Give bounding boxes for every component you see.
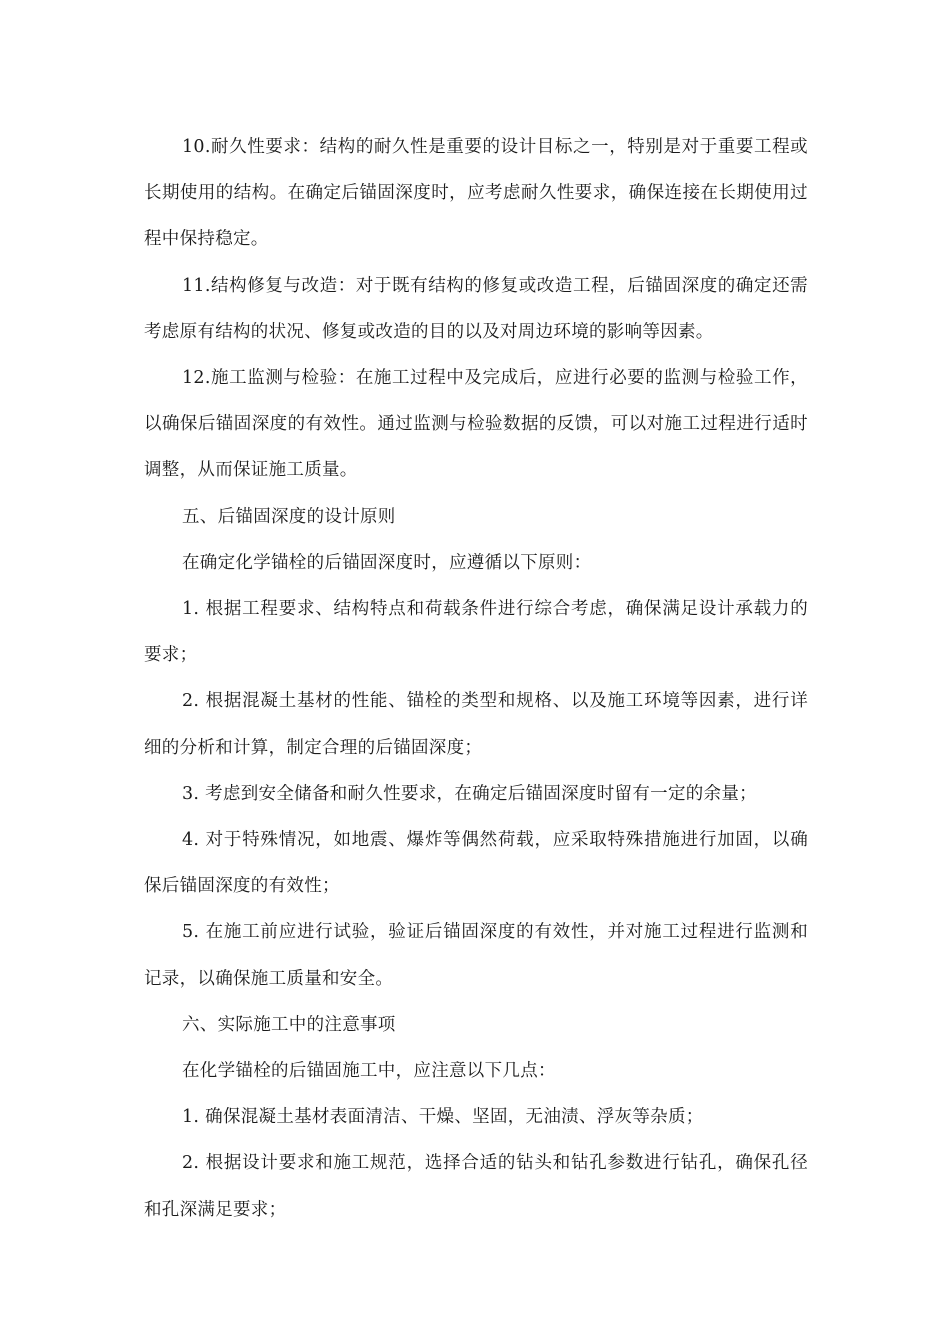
paragraph-repair-renovation: 11.结构修复与改造：对于既有结构的修复或改造工程，后锚固深度的确定还需考虑原有结构的状况、修复或改造的目的以及对周边环境的影响等因素。	[144, 275, 808, 342]
paragraph-monitoring-inspection: 12.施工监测与检验：在施工过程中及完成后，应进行必要的监测与检验工作，以确保后锚固深度的有效性。通过监测与检验数据的反馈，可以对施工过程进行适时调整，从而保证施工质量。	[144, 368, 808, 481]
list-item-principle-3: 3. 考虑到安全储备和耐久性要求，在确定后锚固深度时留有一定的余量；	[182, 783, 757, 804]
paragraph-principles-intro: 在确定化学锚栓的后锚固深度时，应遵循以下原则：	[182, 552, 592, 573]
paragraph-durability: 10.耐久性要求：结构的耐久性是重要的设计目标之一，特别是对于重要工程或长期使用的结构。在确定后锚固深度时，应考虑耐久性要求，确保连接在长期使用过程中保持稳定。	[144, 137, 808, 250]
list-item-principle-5: 5. 在施工前应进行试验，验证后锚固深度的有效性，并对施工过程进行监测和记录，以确保施工质量和安全。	[144, 922, 808, 989]
list-item-note-1: 1. 确保混凝土基材表面清洁、干燥、坚固，无油渍、浮灰等杂质；	[182, 1107, 704, 1128]
section-heading-design-principles: 五、后锚固深度的设计原则	[182, 506, 396, 527]
section-heading-construction-notes: 六、实际施工中的注意事项	[182, 1014, 396, 1035]
list-item-note-2: 2. 根据设计要求和施工规范，选择合适的钻头和钻孔参数进行钻孔，确保孔径和孔深满足要求；	[144, 1153, 808, 1220]
list-item-principle-2: 2. 根据混凝土基材的性能、锚栓的类型和规格、以及施工环境等因素，进行详细的分析和计算，制定合理的后锚固深度；	[144, 691, 808, 758]
document-body	[144, 124, 808, 1233]
list-item-principle-4: 4. 对于特殊情况，如地震、爆炸等偶然荷载，应采取特殊措施进行加固，以确保后锚固深度的有效性；	[144, 830, 808, 897]
list-item-principle-1: 1. 根据工程要求、结构特点和荷载条件进行综合考虑，确保满足设计承载力的要求；	[144, 599, 808, 666]
paragraph-notes-intro: 在化学锚栓的后锚固施工中，应注意以下几点：	[182, 1061, 556, 1082]
